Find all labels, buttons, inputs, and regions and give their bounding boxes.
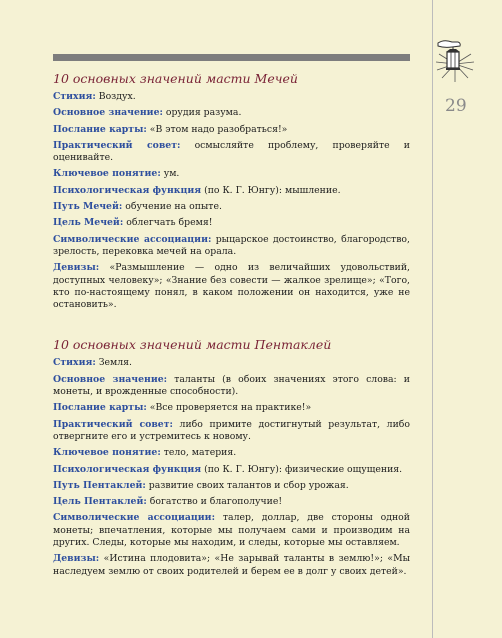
item-label: Цель Пентаклей: bbox=[53, 496, 147, 508]
margin-line bbox=[432, 0, 433, 638]
meaning-item bbox=[53, 374, 410, 399]
item-label: Путь Мечей: bbox=[53, 201, 123, 213]
section-title: 10 основных значений масти Пентаклей bbox=[53, 337, 332, 353]
item-label: Основное значение: bbox=[53, 373, 168, 385]
item-label: Практический совет: bbox=[53, 139, 181, 151]
item-text: облегчать бремя! bbox=[123, 217, 213, 229]
section-swords bbox=[53, 71, 410, 311]
meaning-item bbox=[53, 512, 410, 549]
item-text: либо примите достигнутый результат, либо отвергните его и устремитесь к новому. bbox=[53, 418, 410, 442]
item-note: (по К. Г. Юнгу): bbox=[201, 463, 283, 475]
meaning-item bbox=[53, 480, 410, 492]
item-text: рыцарское достоинство, благородство, зрелость, перековка мечей на орала. bbox=[53, 233, 410, 257]
item-label: Символические ассоциации: bbox=[53, 512, 215, 524]
item-text: «Все проверяется на практике!» bbox=[146, 402, 312, 414]
page-number: 29 bbox=[445, 96, 467, 116]
item-label: Психологическая функция bbox=[53, 463, 202, 475]
item-label: Стихия: bbox=[53, 91, 96, 102]
meaning-item bbox=[53, 124, 410, 136]
meaning-item bbox=[53, 234, 410, 259]
item-text: Воздух. bbox=[95, 91, 136, 102]
section-pentacles bbox=[53, 337, 410, 577]
meaning-item bbox=[53, 464, 410, 476]
item-text: развитие своих талантов и сбор урожая. bbox=[145, 479, 349, 491]
meaning-item bbox=[53, 357, 410, 369]
meaning-item bbox=[53, 91, 410, 103]
item-label: Девизы: bbox=[53, 553, 100, 565]
meaning-item bbox=[53, 201, 410, 213]
item-text: обучение на опыте. bbox=[122, 201, 222, 213]
meaning-item bbox=[53, 217, 410, 229]
section-title: 10 основных значений масти Мечей bbox=[53, 71, 298, 86]
meaning-item bbox=[53, 140, 410, 165]
item-text: «В этом надо разобраться!» bbox=[146, 123, 288, 135]
meaning-item bbox=[53, 262, 410, 311]
top-rule bbox=[53, 54, 410, 61]
item-note: (по К. Г. Юнгу): bbox=[201, 184, 283, 196]
hand-holding-lantern-icon bbox=[434, 34, 476, 84]
meaning-item bbox=[53, 553, 410, 578]
item-text: талер, доллар, две стороны одной монеты; впечатления, которые мы получаем сами и производим на других. Следы, которые мы находим, и следы, которые мы оставляем. bbox=[53, 512, 410, 549]
meaning-item bbox=[53, 419, 410, 444]
item-label: Психологическая функция bbox=[53, 184, 202, 196]
content-column bbox=[53, 71, 410, 582]
item-label: Основное значение: bbox=[53, 107, 163, 119]
meaning-item bbox=[53, 107, 410, 119]
item-label: Девизы: bbox=[53, 262, 100, 274]
item-text: осмысляйте проблему, проверяйте и оценивайте. bbox=[53, 139, 410, 164]
meaning-item bbox=[53, 168, 410, 180]
item-label: Стихия: bbox=[53, 357, 96, 369]
meaning-item bbox=[53, 185, 410, 197]
meaning-item bbox=[53, 402, 410, 414]
item-text: тело, материя. bbox=[160, 447, 237, 459]
item-label: Практический совет: bbox=[53, 418, 173, 430]
item-label: Ключевое понятие: bbox=[53, 168, 161, 180]
item-label: Ключевое понятие: bbox=[53, 447, 161, 459]
item-text: таланты (в обоих значениях этого слова: и монеты, и врожденные способности). bbox=[53, 373, 411, 398]
item-text: физические ощущения. bbox=[282, 463, 403, 475]
item-text: Земля. bbox=[95, 357, 133, 369]
meaning-item bbox=[53, 496, 410, 508]
item-label: Символические ассоциации: bbox=[53, 233, 212, 245]
item-text: орудия разума. bbox=[162, 107, 242, 119]
item-label: Послание карты: bbox=[53, 123, 147, 135]
item-label: Путь Пентаклей: bbox=[53, 479, 146, 491]
item-text: богатство и благополучие! bbox=[146, 496, 283, 508]
meaning-item bbox=[53, 447, 410, 459]
item-text: ум. bbox=[160, 168, 180, 180]
item-text: мышление. bbox=[282, 184, 341, 196]
item-text: «Истина плодовита»; «Не зарывай таланты в землю!»; «Мы наследуем землю от своих родителей и берем ее в долг у своих детей». bbox=[53, 553, 410, 577]
item-label: Послание карты: bbox=[53, 402, 147, 414]
item-text: «Размышление — одно из величайших удовольствий, доступных человеку»; «Знание без совести — жалкое зрелище»; «Того, кто по-настоящему понял, в каком положении он находится, уже не остановить». bbox=[53, 262, 410, 311]
item-label: Цель Мечей: bbox=[53, 217, 124, 229]
